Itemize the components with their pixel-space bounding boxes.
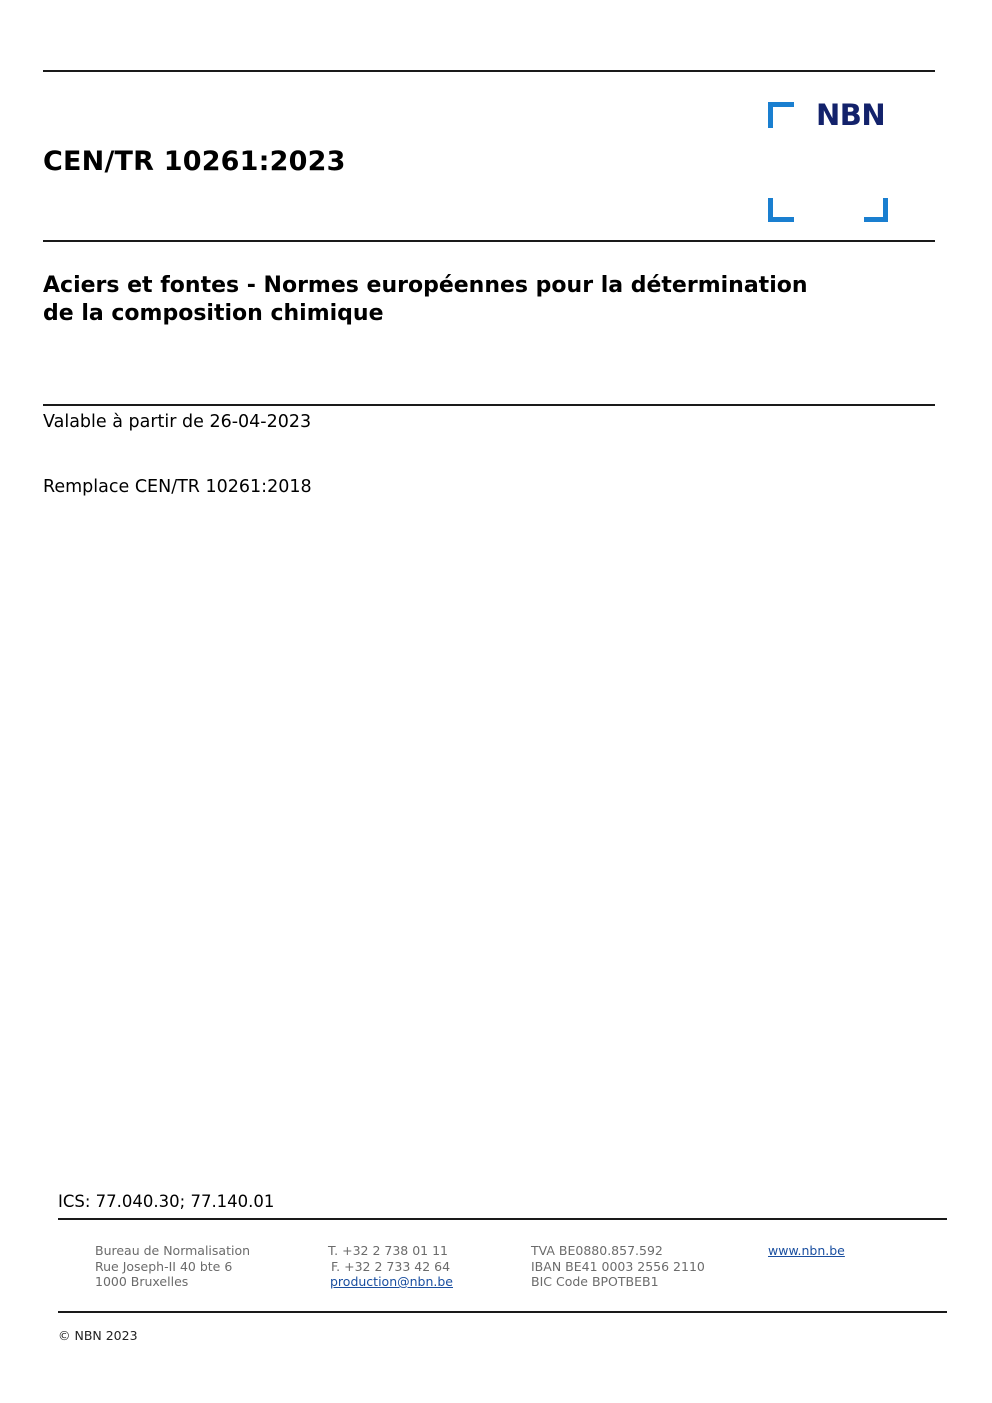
- logo-text: NBN: [816, 98, 886, 132]
- website-link[interactable]: www.nbn.be: [768, 1243, 845, 1258]
- footer-top-rule: [58, 1218, 947, 1220]
- fax: F. +32 2 733 42 64: [331, 1258, 451, 1274]
- replaces: Remplace CEN/TR 10261:2018: [43, 477, 312, 497]
- document-code: CEN/TR 10261:2023: [43, 146, 346, 177]
- header-rule: [43, 240, 935, 242]
- address-line: 1000 Bruxelles: [95, 1274, 189, 1289]
- title-line-1: Aciers et fontes - Normes européennes pour la détermination: [43, 273, 808, 298]
- email-link[interactable]: production@nbn.be: [330, 1274, 453, 1289]
- top-rule: [43, 70, 935, 72]
- title-rule: [43, 404, 935, 406]
- phone: T. +32 2 738 01 11: [328, 1243, 448, 1258]
- footer-web: [768, 1243, 845, 1259]
- vat-number: TVA BE0880.857.592: [531, 1243, 663, 1258]
- nbn-logo: [768, 100, 892, 224]
- title-line-2: de la composition chimique: [43, 301, 384, 326]
- iban: IBAN BE41 0003 2556 2110: [531, 1258, 705, 1274]
- footer-bottom-rule: [58, 1311, 947, 1313]
- footer-bank: [531, 1243, 705, 1290]
- address-line: Rue Joseph-II 40 bte 6: [95, 1258, 233, 1274]
- copyright: © NBN 2023: [58, 1328, 138, 1343]
- valid-from: Valable à partir de 26-04-2023: [43, 412, 312, 432]
- document-title: [43, 272, 893, 328]
- footer-address: [95, 1243, 250, 1290]
- footer-contact: [328, 1243, 453, 1290]
- address-line: Bureau de Normalisation: [95, 1243, 251, 1258]
- bic: BIC Code BPOTBEB1: [531, 1274, 659, 1289]
- ics-codes: ICS: 77.040.30; 77.140.01: [58, 1192, 275, 1211]
